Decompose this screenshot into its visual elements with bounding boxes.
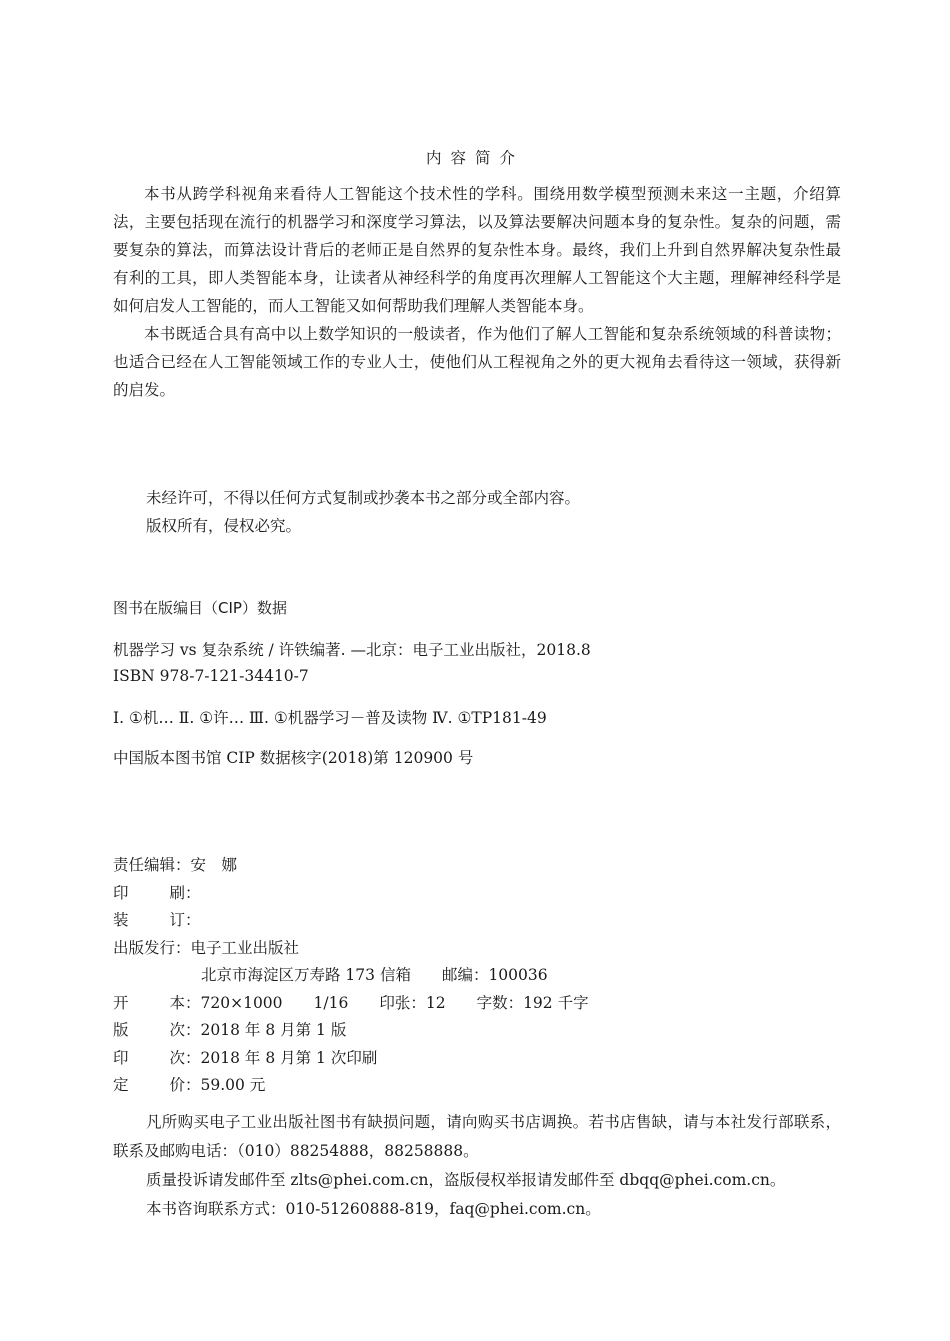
cip-record-number: 中国版本图书馆 CIP 数据核字(2018)第 120900 号 xyxy=(113,749,474,767)
meta-row-edition xyxy=(113,1017,589,1045)
meta-colon: ： xyxy=(185,911,201,929)
meta-colon: ： xyxy=(185,993,201,1012)
meta-row-editor xyxy=(113,852,589,880)
meta-colon: ： xyxy=(185,1076,201,1094)
copyright-line-1: 未经许可，不得以任何方式复制或抄袭本书之部分或全部内容。 xyxy=(146,489,581,507)
intro-title: 内容简介 xyxy=(425,149,524,167)
meta-colon: ： xyxy=(175,938,191,957)
intro-paragraph-2: 本书既适合具有高中以上数学知识的一般读者，作为他们了解人工智能和复杂系统领域的科普读物；也适合已经在人工智能领域工作的专业人士，使他们从工程视角之外的更大视角去看待这一领域，获得新的启发。 xyxy=(113,325,841,399)
footer-paragraph-exchange: 凡所购买电子工业出版社图书有缺损问题，请向购买书店调换。若书店售缺，请与本社发行部联系，联系及邮购电话：（010）88254888，88258888。 xyxy=(113,1113,841,1160)
meta-row-bind xyxy=(113,907,589,935)
footer-paragraph-contact: 本书咨询联系方式：010-51260888-819，faq@phei.com.cn。 xyxy=(146,1200,601,1218)
meta-row-address xyxy=(113,962,589,990)
cip-title: 图书在版编目（CIP）数据 xyxy=(113,599,287,617)
meta-label-printing: 印 次 xyxy=(113,1048,185,1067)
meta-label-publisher: 出版发行 xyxy=(113,938,176,957)
meta-row-printing xyxy=(113,1045,589,1073)
meta-row-price xyxy=(113,1072,589,1100)
meta-colon: ： xyxy=(185,883,201,902)
meta-label-editor: 责任编辑 xyxy=(113,856,176,874)
meta-colon: ： xyxy=(175,856,191,874)
meta-value-edition: 2018 年 8 月第 1 版 xyxy=(200,1021,347,1039)
meta-value-printing: 2018 年 8 月第 1 次印刷 xyxy=(200,1048,378,1067)
copyright-line-2: 版权所有，侵权必究。 xyxy=(146,517,302,535)
footer-paragraph-complaints: 质量投诉请发邮件至 zlts@phei.com.cn，盗版侵权举报请发邮件至 dbqq@phei.com.cn。 xyxy=(146,1171,786,1189)
meta-value-price: 59.00 元 xyxy=(200,1076,266,1094)
meta-label-price: 定 价 xyxy=(113,1076,185,1094)
meta-value-address: 北京市海淀区万寿路 173 信箱 邮编：100036 xyxy=(201,966,548,984)
meta-row-publisher xyxy=(113,935,589,963)
cip-line-1: 机器学习 vs 复杂系统 / 许铁编著. —北京：电子工业出版社，2018.8 xyxy=(113,641,591,659)
intro-body xyxy=(113,180,841,404)
cip-classification: Ⅰ. ①机… Ⅱ. ①许… Ⅲ. ①机器学习－普及读物 Ⅳ. ①TP181-49 xyxy=(113,709,547,727)
meta-label-print: 印 刷 xyxy=(113,883,185,902)
cip-isbn: ISBN 978-7-121-34410-7 xyxy=(113,667,309,685)
footer-notice xyxy=(113,1108,841,1224)
meta-row-print xyxy=(113,880,589,908)
intro-paragraph-1: 本书从跨学科视角来看待人工智能这个技术性的学科。围绕用数学模型预测未来这一主题，介绍算法，主要包括现在流行的机器学习和深度学习算法，以及算法要解决问题本身的复杂性。复杂的问题，需要复杂的算法，而算法设计背后的老师正是自然界的复杂性本身。最终，我们上升到自然界解决复杂性最有利的工具，即人类智能本身，让读者从神经科学的角度再次理解人工智能这个大主题，理解神经科学是如何启发人工智能的，而人工智能又如何帮助我们理解人类智能本身。 xyxy=(113,185,841,315)
meta-colon: ： xyxy=(185,1021,201,1039)
meta-label-format: 开 本 xyxy=(113,993,185,1012)
meta-value-format: 720×1000 1/16 印张：12 字数：192 千字 xyxy=(200,993,589,1012)
meta-row-format xyxy=(113,990,589,1018)
meta-value-publisher: 电子工业出版社 xyxy=(190,938,300,957)
publication-info xyxy=(113,852,589,1100)
meta-value-editor: 安 娜 xyxy=(190,856,238,874)
meta-label-edition: 版 次 xyxy=(113,1021,185,1039)
copyright-notice xyxy=(146,484,846,540)
meta-label-bind: 装 订 xyxy=(113,911,185,929)
meta-colon: ： xyxy=(185,1048,201,1067)
